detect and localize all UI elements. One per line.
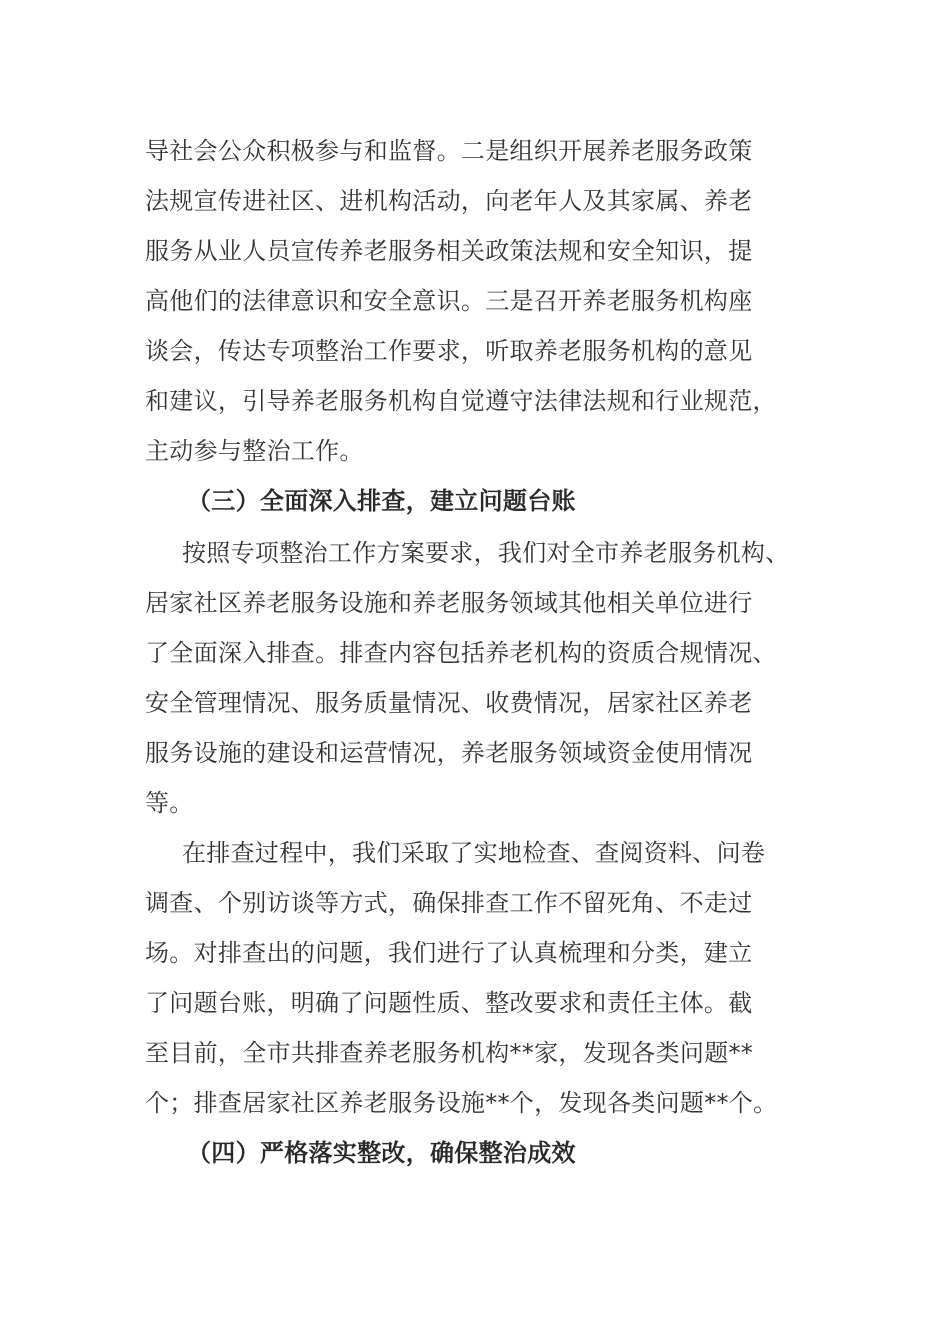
paragraph-line: 按照专项整治工作方案要求，我们对全市养老服务机构、 bbox=[182, 539, 790, 567]
section-heading-4: （四）严格落实整改，确保整治成效 bbox=[187, 1139, 576, 1167]
paragraph-line: 服务设施的建设和运营情况，养老服务领域资金使用情况 bbox=[145, 739, 753, 767]
paragraph-line: 和建议，引导养老服务机构自觉遵守法律法规和行业规范， bbox=[145, 387, 777, 415]
paragraph-line: 主动参与整治工作。 bbox=[145, 437, 364, 465]
paragraph-line: 法规宣传进社区、进机构活动，向老年人及其家属、养老 bbox=[145, 187, 753, 215]
paragraph-line: 安全管理情况、服务质量情况、收费情况，居家社区养老 bbox=[145, 689, 753, 717]
paragraph-line: 服务从业人员宣传养老服务相关政策法规和安全知识，提 bbox=[145, 237, 753, 265]
paragraph-line: 了问题台账，明确了问题性质、整改要求和责任主体。截 bbox=[145, 989, 753, 1017]
paragraph-line: 在排查过程中，我们采取了实地检查、查阅资料、问卷 bbox=[182, 839, 766, 867]
paragraph-line: 高他们的法律意识和安全意识。三是召开养老服务机构座 bbox=[145, 287, 753, 315]
paragraph-line: 居家社区养老服务设施和养老服务领域其他相关单位进行 bbox=[145, 589, 753, 617]
paragraph-line: 等。 bbox=[145, 789, 194, 817]
paragraph-line: 场。对排查出的问题，我们进行了认真梳理和分类，建立 bbox=[145, 939, 753, 967]
paragraph-line: 谈会，传达专项整治工作要求，听取养老服务机构的意见 bbox=[145, 337, 753, 365]
paragraph-line: 调查、个别访谈等方式，确保排查工作不留死角、不走过 bbox=[145, 889, 753, 917]
paragraph-line: 了全面深入排查。排查内容包括养老机构的资质合规情况、 bbox=[145, 639, 777, 667]
paragraph-line: 至目前，全市共排查养老服务机构**家，发现各类问题** bbox=[145, 1039, 754, 1067]
section-heading-3: （三）全面深入排查，建立问题台账 bbox=[187, 487, 576, 515]
paragraph-line: 个；排查居家社区养老服务设施**个，发现各类问题**个。 bbox=[145, 1089, 778, 1117]
paragraph-line: 导社会公众积极参与和监督。二是组织开展养老服务政策 bbox=[145, 137, 753, 165]
